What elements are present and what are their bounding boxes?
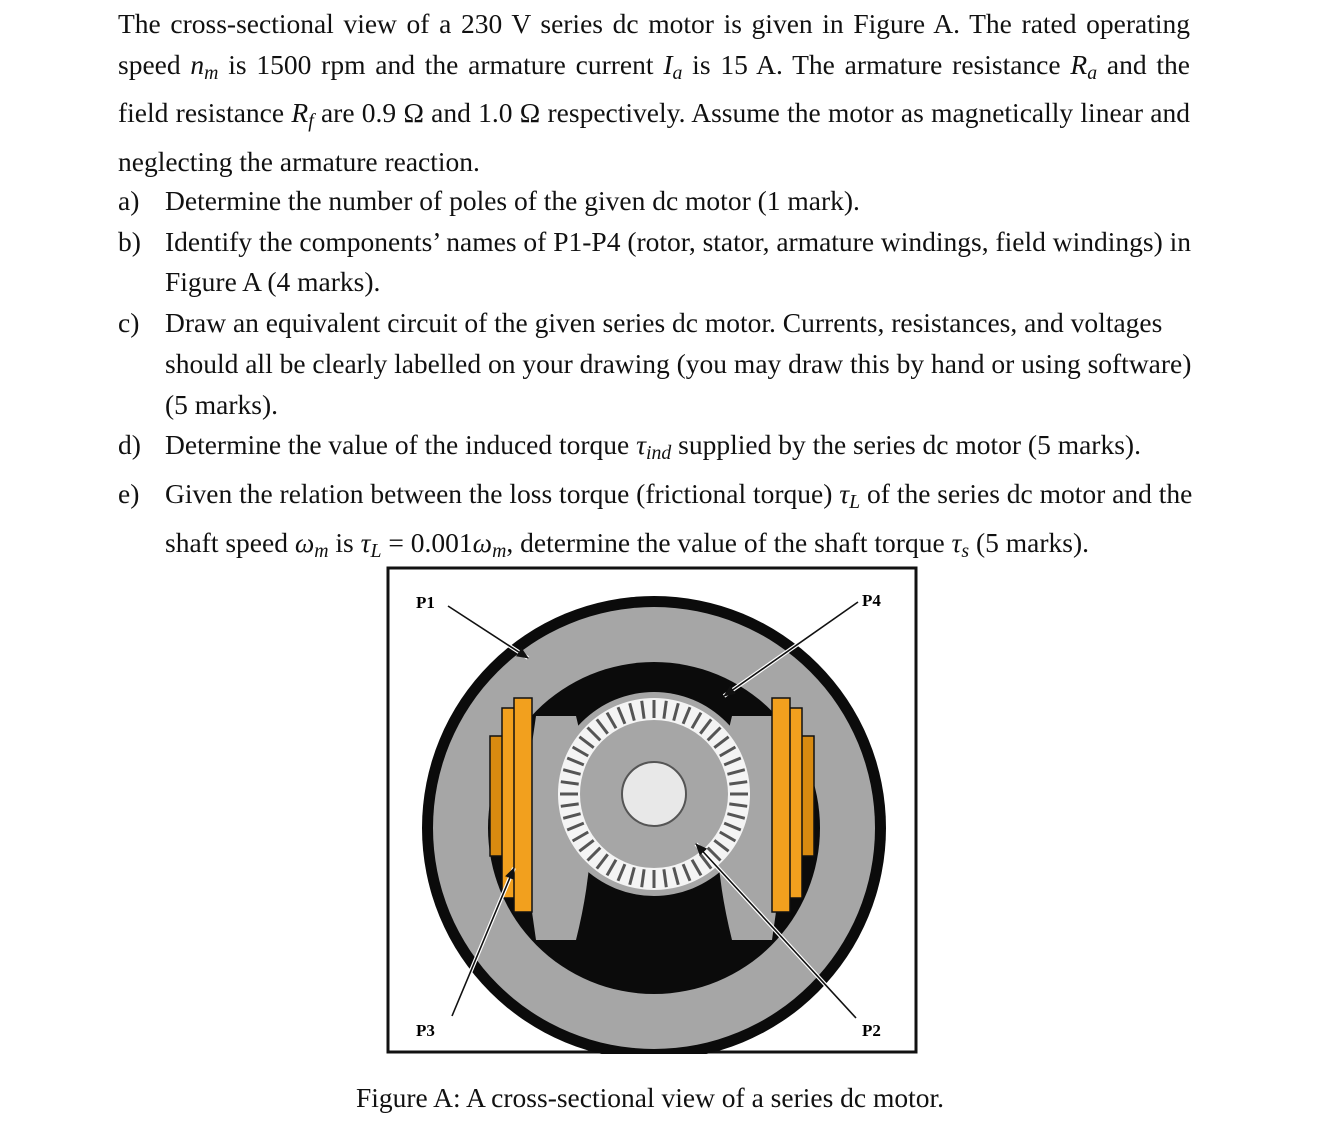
question-text: Draw an equivalent circuit of the given series dc motor. Currents, resistances, and voltages should all be clearly labelled on your drawing (you may draw this by hand or using software) (5 marks).: [165, 307, 1192, 420]
label-p1: P1: [416, 593, 435, 612]
question-label: b): [118, 225, 141, 257]
question-d: [118, 425, 1203, 474]
question-b: [118, 222, 1203, 303]
question-e: [118, 474, 1203, 571]
shaft: [622, 762, 686, 826]
question-c: [118, 303, 1203, 425]
question-a: [118, 181, 1203, 222]
problem-statement: The cross-sectional view of a 230 V series dc motor is given in Figure A. The rated operating speed $n_m$ is 1500 rpm and the armature current $I_a$ is 15 A. The armature resistance $R_a$ and the field resistance $R_f$ are 0.9 Ω and 1.0 Ω respectively. Assume the motor as magnetically linear and neglecting the armature reaction.: [118, 8, 1191, 177]
question-text: Identify the components’ names of P1-P4 (rotor, stator, armature windings, field windings) in Figure A (4 marks).: [165, 225, 1192, 298]
question-list: [118, 181, 1203, 571]
question-text: Given the relation between the loss torque (frictional torque) $\tau_L$ of the series dc motor and the shaft speed $\omega_m$ is $\tau_L = 0.001\omega_m$, determine the value of the shaft torque $\tau_s$ (5 marks).: [165, 477, 1193, 562]
figure-caption: [0, 1078, 1300, 1118]
question-label: a): [118, 185, 140, 216]
question-label: e): [118, 477, 140, 509]
question-text: Determine the value of the induced torque $\tau_{ind}$ supplied by the series dc motor (5 marks).: [165, 429, 1141, 465]
caption-text: Figure A: A cross-sectional view of a series dc motor.: [355, 1082, 945, 1113]
label-p3: P3: [416, 1021, 435, 1040]
question-label: c): [118, 307, 140, 339]
label-p4: P4: [862, 591, 881, 610]
label-p2: P2: [862, 1021, 881, 1040]
question-label: d): [118, 429, 141, 461]
question-text: Determine the number of poles of the given dc motor (1 mark).: [165, 185, 860, 216]
motor-cross-section: [386, 566, 918, 1054]
figure-a: [386, 566, 918, 1054]
